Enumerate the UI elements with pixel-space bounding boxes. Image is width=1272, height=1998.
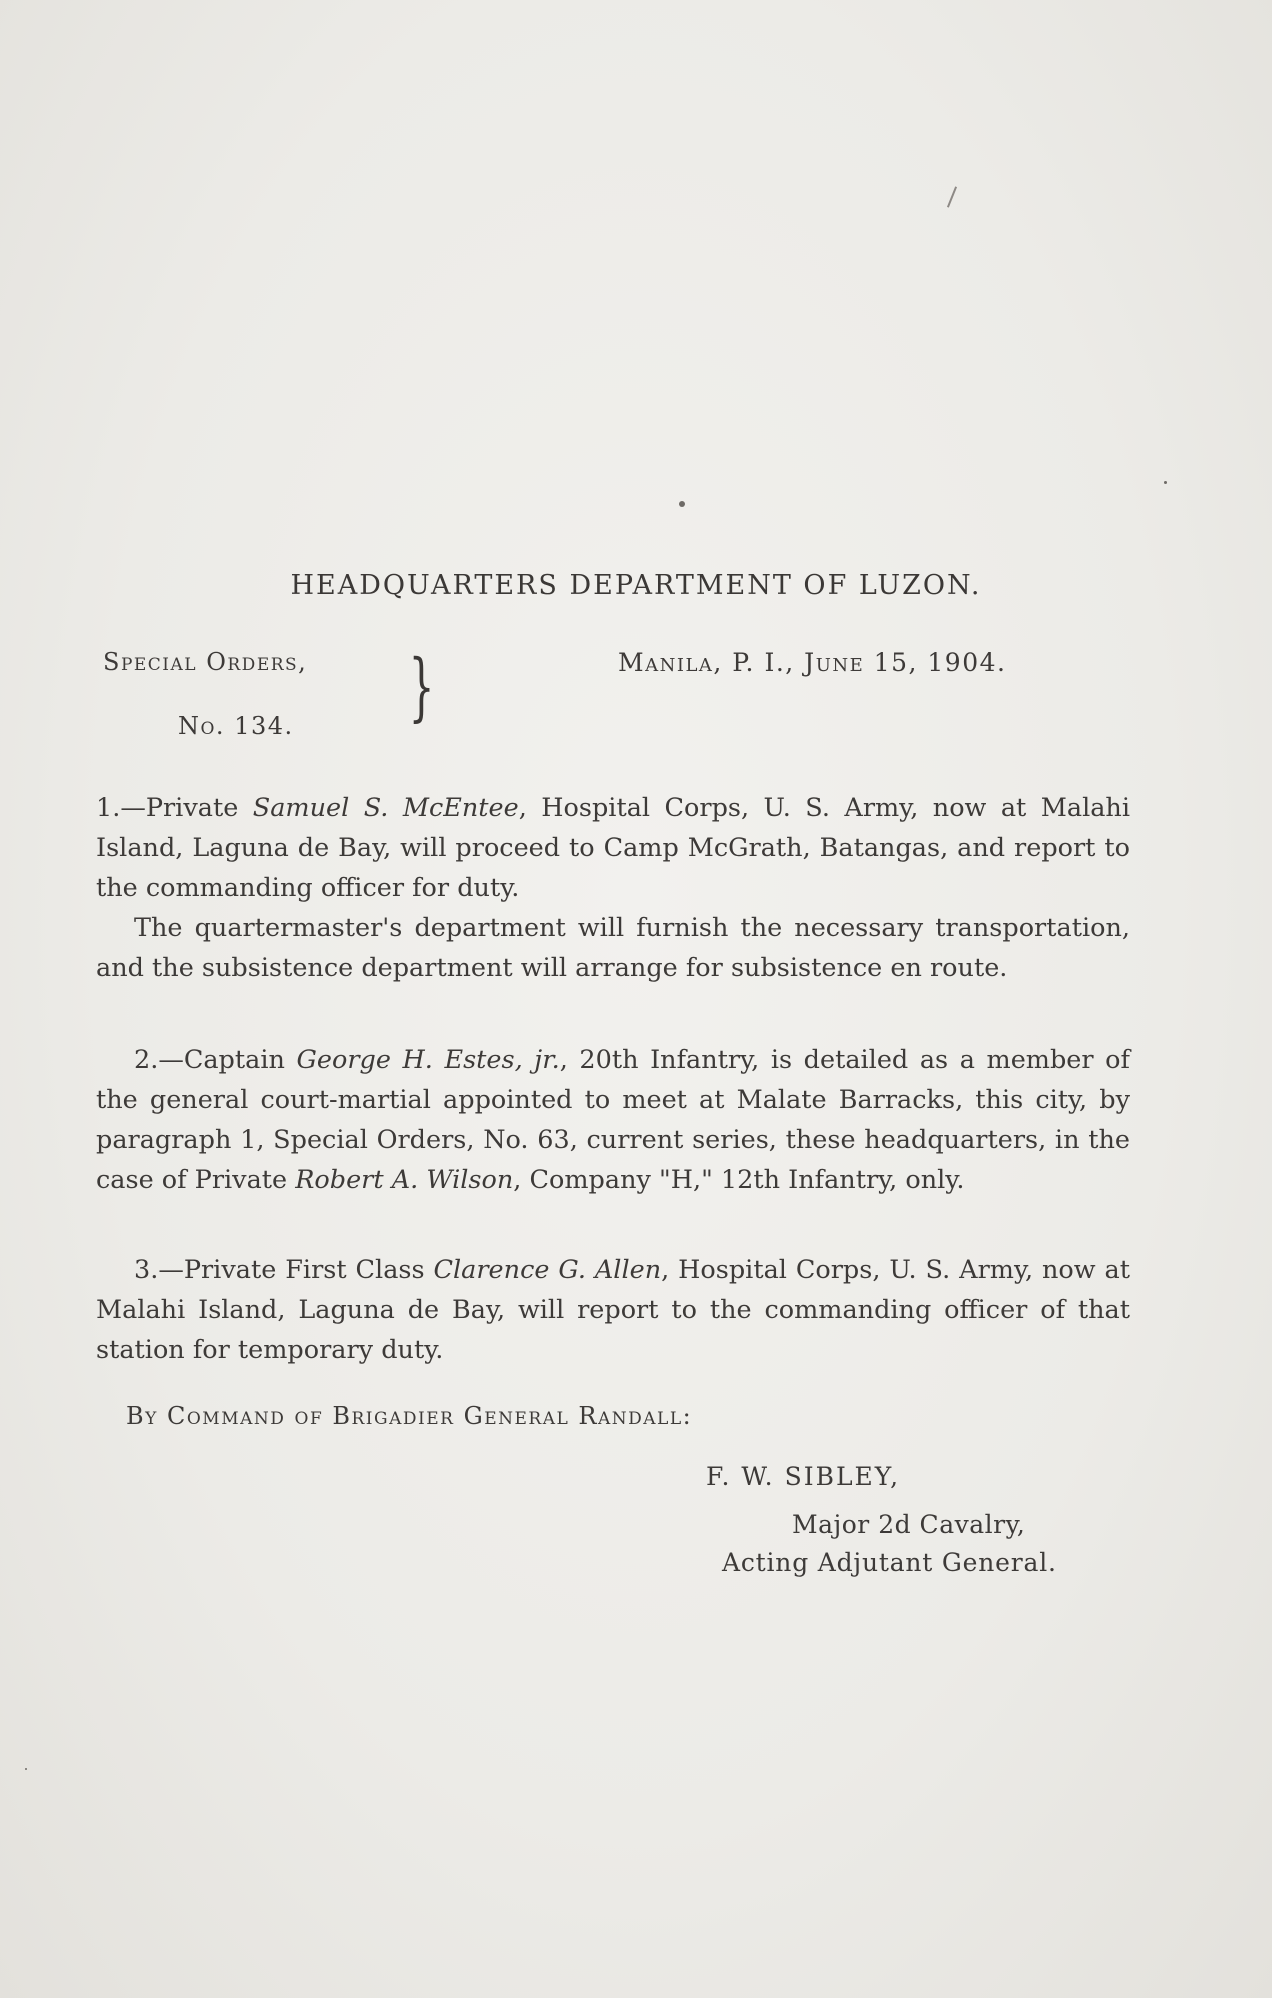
pencil-mark <box>947 186 957 207</box>
paragraph-1 <box>96 788 1130 908</box>
paragraph-2 <box>96 1040 1130 1200</box>
page-heading: HEADQUARTERS DEPARTMENT OF LUZON. <box>290 570 982 601</box>
ink-speck <box>679 501 685 507</box>
special-orders-label: Special Orders, <box>103 648 308 676</box>
signer-rank: Major 2d Cavalry, <box>792 1510 1026 1539</box>
signer-title: Acting Adjutant General. <box>722 1548 1057 1577</box>
ink-speck <box>1164 481 1167 484</box>
paragraph-2-prefix: 2.—Captain <box>134 1045 297 1075</box>
person-name: Samuel S. McEntee <box>252 793 519 823</box>
paragraph-2-body: , 20th Infantry, is detailed as a member of the general court-martial appointed to meet at Malate Barracks, this city, by paragraph 1, Special Orders, No. 63, current series, these headquarters, in the case of Private <box>96 1045 1130 1195</box>
ink-speck <box>25 1768 27 1770</box>
person-name: Clarence G. Allen <box>433 1255 662 1285</box>
paragraph-3 <box>96 1250 1130 1370</box>
special-orders-number: No. 134. <box>178 712 294 740</box>
paragraph-3-prefix: 3.—Private First Class <box>134 1255 434 1285</box>
person-name: George H. Estes, jr. <box>296 1045 560 1075</box>
paragraph-3-body: , Hospital Corps, U. S. Army, now at Malahi Island, Laguna de Bay, will report to the commanding officer of that station for temporary duty. <box>96 1255 1130 1365</box>
person-name: Robert A. Wilson <box>295 1165 514 1195</box>
paragraph-2-suffix: , Company "H," 12th Infantry, only. <box>513 1165 965 1195</box>
signer-name: F. W. SIBLEY, <box>706 1462 901 1491</box>
paragraph-1-continuation: The quartermaster's department will furnish the necessary transportation, and the subsistence department will arrange for subsistence en route. <box>96 913 1130 983</box>
brace-glyph: } <box>408 644 435 730</box>
paragraph-1-body: , Hospital Corps, U. S. Army, now at Malahi Island, Laguna de Bay, will proceed to Camp McGrath, Batangas, and report to the commanding officer for duty. <box>96 793 1131 903</box>
by-command-line: By Command of Brigadier General Randall: <box>126 1402 693 1430</box>
paragraph-1-prefix: 1.—Private <box>96 793 253 823</box>
dateline: Manila, P. I., June 15, 1904. <box>618 648 1007 677</box>
